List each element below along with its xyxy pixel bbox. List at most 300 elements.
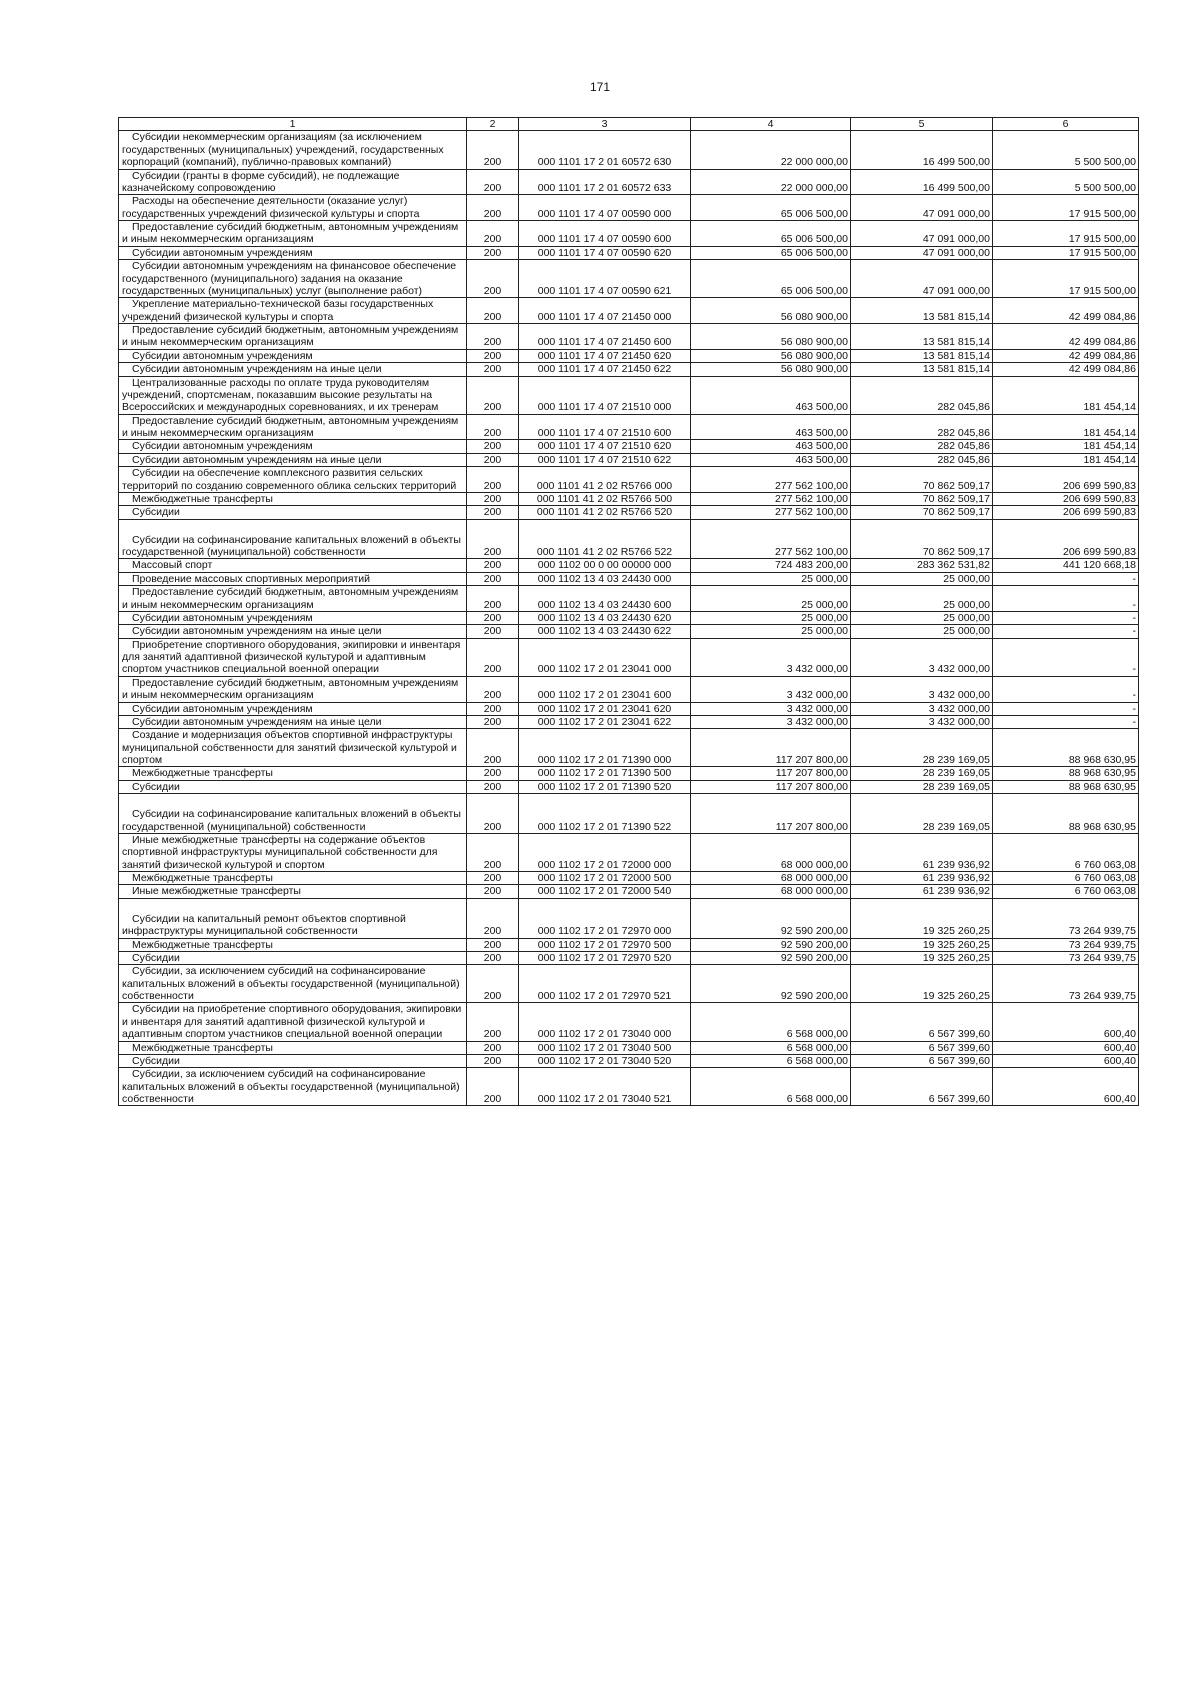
table-row — [119, 467, 1139, 493]
row-code: 200 — [467, 131, 519, 169]
row-budget-classification-code: 000 1101 41 2 02 R5766 522 — [519, 519, 691, 559]
table-row — [119, 298, 1139, 324]
row-budget-classification-code: 000 1101 17 4 07 21450 000 — [519, 298, 691, 324]
table-row — [119, 1003, 1139, 1041]
row-budget-classification-code: 000 1101 17 4 07 21450 600 — [519, 324, 691, 350]
row-value-column-4: 65 006 500,00 — [691, 221, 851, 247]
row-budget-classification-code: 000 1102 17 2 01 73040 000 — [519, 1003, 691, 1041]
row-value-column-4: 25 000,00 — [691, 586, 851, 612]
row-value-column-6: 17 915 500,00 — [993, 260, 1139, 298]
row-budget-classification-code: 000 1102 17 2 01 71390 000 — [519, 729, 691, 767]
row-value-column-4: 65 006 500,00 — [691, 260, 851, 298]
row-value-column-4: 117 207 800,00 — [691, 794, 851, 834]
row-budget-classification-code: 000 1101 17 2 01 60572 633 — [519, 169, 691, 195]
table-body — [119, 131, 1139, 1106]
row-value-column-5: 70 862 509,17 — [851, 467, 993, 493]
row-budget-classification-code: 000 1101 17 4 07 21450 620 — [519, 349, 691, 362]
table-row — [119, 131, 1139, 169]
row-value-column-5: 25 000,00 — [851, 586, 993, 612]
row-value-column-5: 28 239 169,05 — [851, 729, 993, 767]
table-row — [119, 559, 1139, 572]
row-value-column-4: 463 500,00 — [691, 453, 851, 466]
table-row — [119, 702, 1139, 715]
row-value-column-5: 282 045,86 — [851, 376, 993, 414]
row-value-column-5: 70 862 509,17 — [851, 492, 993, 505]
row-value-column-6: 600,40 — [993, 1068, 1139, 1106]
row-value-column-5: 61 239 936,92 — [851, 833, 993, 871]
row-budget-classification-code: 000 1101 41 2 02 R5766 500 — [519, 492, 691, 505]
row-name: Субсидии — [119, 506, 467, 519]
row-budget-classification-code: 000 1101 17 4 07 21450 622 — [519, 363, 691, 376]
row-value-column-6: 441 120 668,18 — [993, 559, 1139, 572]
row-value-column-5: 25 000,00 — [851, 611, 993, 624]
row-budget-classification-code: 000 1102 17 2 01 23041 622 — [519, 715, 691, 728]
row-budget-classification-code: 000 1102 17 2 01 72970 500 — [519, 938, 691, 951]
row-value-column-6: 5 500 500,00 — [993, 131, 1139, 169]
row-value-column-6: 42 499 084,86 — [993, 349, 1139, 362]
row-value-column-6: 88 968 630,95 — [993, 767, 1139, 780]
row-budget-classification-code: 000 1101 17 4 07 00590 621 — [519, 260, 691, 298]
row-value-column-4: 92 590 200,00 — [691, 951, 851, 964]
row-budget-classification-code: 000 1101 17 4 07 21510 000 — [519, 376, 691, 414]
table-row — [119, 833, 1139, 871]
row-value-column-4: 277 562 100,00 — [691, 492, 851, 505]
row-code: 200 — [467, 572, 519, 585]
row-value-column-5: 47 091 000,00 — [851, 260, 993, 298]
column-header-1: 1 — [119, 118, 467, 131]
row-value-column-4: 68 000 000,00 — [691, 885, 851, 898]
row-value-column-6: 600,40 — [993, 1041, 1139, 1054]
row-budget-classification-code: 000 1102 17 2 01 72970 520 — [519, 951, 691, 964]
row-code: 200 — [467, 363, 519, 376]
row-budget-classification-code: 000 1102 13 4 03 24430 620 — [519, 611, 691, 624]
row-code: 200 — [467, 586, 519, 612]
row-value-column-4: 3 432 000,00 — [691, 702, 851, 715]
row-budget-classification-code: 000 1101 17 4 07 00590 000 — [519, 195, 691, 221]
row-value-column-4: 277 562 100,00 — [691, 506, 851, 519]
row-value-column-5: 13 581 815,14 — [851, 298, 993, 324]
table-row — [119, 965, 1139, 1003]
row-name: Субсидии автономным учреждениям — [119, 702, 467, 715]
row-code: 200 — [467, 938, 519, 951]
row-value-column-4: 68 000 000,00 — [691, 872, 851, 885]
table-row — [119, 221, 1139, 247]
row-code: 200 — [467, 506, 519, 519]
row-code: 200 — [467, 324, 519, 350]
row-value-column-4: 3 432 000,00 — [691, 676, 851, 702]
row-value-column-6: - — [993, 611, 1139, 624]
row-budget-classification-code: 000 1101 17 4 07 00590 620 — [519, 246, 691, 259]
row-value-column-4: 724 483 200,00 — [691, 559, 851, 572]
row-value-column-5: 3 432 000,00 — [851, 715, 993, 728]
row-value-column-6: - — [993, 676, 1139, 702]
row-name: Межбюджетные трансферты — [119, 938, 467, 951]
row-budget-classification-code: 000 1102 17 2 01 71390 522 — [519, 794, 691, 834]
row-code: 200 — [467, 1003, 519, 1041]
row-code: 200 — [467, 519, 519, 559]
row-value-column-5: 25 000,00 — [851, 625, 993, 638]
row-value-column-6: 206 699 590,83 — [993, 467, 1139, 493]
row-name: Субсидии на софинансирование капитальных вложений в объекты государственной (муниципальной) собственности — [119, 794, 467, 834]
row-code: 200 — [467, 376, 519, 414]
table-row — [119, 260, 1139, 298]
row-value-column-6: 181 454,14 — [993, 453, 1139, 466]
row-budget-classification-code: 000 1102 17 2 01 72970 521 — [519, 965, 691, 1003]
page-number: 171 — [589, 80, 611, 94]
row-code: 200 — [467, 559, 519, 572]
column-number-row — [119, 118, 1139, 131]
row-value-column-6: 600,40 — [993, 1054, 1139, 1067]
row-name: Субсидии на приобретение спортивного оборудования, экипировки и инвентаря для занятий адаптивной физической культурой и адаптивным спортом участников специальной военной операции — [119, 1003, 467, 1041]
row-code: 200 — [467, 885, 519, 898]
row-code: 200 — [467, 872, 519, 885]
row-value-column-5: 47 091 000,00 — [851, 246, 993, 259]
row-value-column-4: 277 562 100,00 — [691, 519, 851, 559]
row-value-column-6: - — [993, 572, 1139, 585]
row-budget-classification-code: 000 1102 17 2 01 72000 540 — [519, 885, 691, 898]
row-code: 200 — [467, 492, 519, 505]
row-value-column-4: 65 006 500,00 — [691, 246, 851, 259]
row-value-column-6: 42 499 084,86 — [993, 363, 1139, 376]
table-row — [119, 586, 1139, 612]
row-code: 200 — [467, 260, 519, 298]
row-value-column-6: 88 968 630,95 — [993, 780, 1139, 793]
row-value-column-4: 117 207 800,00 — [691, 767, 851, 780]
row-name: Укрепление материально-технической базы государственных учреждений физической культуры и спорта — [119, 298, 467, 324]
row-value-column-6: 6 760 063,08 — [993, 872, 1139, 885]
row-value-column-4: 56 080 900,00 — [691, 324, 851, 350]
row-value-column-4: 6 568 000,00 — [691, 1003, 851, 1041]
table-row — [119, 169, 1139, 195]
column-header-4: 4 — [691, 118, 851, 131]
row-name: Предоставление субсидий бюджетным, автономным учреждениям и иным некоммерческим организациям — [119, 414, 467, 440]
row-value-column-4: 92 590 200,00 — [691, 898, 851, 938]
row-value-column-6: 181 454,14 — [993, 376, 1139, 414]
table-row — [119, 492, 1139, 505]
row-value-column-5: 283 362 531,82 — [851, 559, 993, 572]
row-budget-classification-code: 000 1102 17 2 01 73040 521 — [519, 1068, 691, 1106]
row-name: Межбюджетные трансферты — [119, 767, 467, 780]
row-value-column-6: - — [993, 625, 1139, 638]
table-row — [119, 729, 1139, 767]
table-row — [119, 767, 1139, 780]
row-name: Субсидии — [119, 780, 467, 793]
row-value-column-6: 73 264 939,75 — [993, 951, 1139, 964]
row-name: Субсидии некоммерческим организациям (за исключением государственных (муниципальных) учреждений, государственных корпораций (компаний), публично-правовых компаний) — [119, 131, 467, 169]
table-row — [119, 349, 1139, 362]
column-header-3: 3 — [519, 118, 691, 131]
row-name: Субсидии автономным учреждениям на иные цели — [119, 715, 467, 728]
row-code: 200 — [467, 221, 519, 247]
row-value-column-4: 65 006 500,00 — [691, 195, 851, 221]
row-code: 200 — [467, 676, 519, 702]
row-value-column-6: 73 264 939,75 — [993, 938, 1139, 951]
row-value-column-5: 13 581 815,14 — [851, 363, 993, 376]
row-value-column-5: 3 432 000,00 — [851, 702, 993, 715]
row-code: 200 — [467, 1054, 519, 1067]
row-value-column-5: 13 581 815,14 — [851, 324, 993, 350]
row-name: Иные межбюджетные трансферты — [119, 885, 467, 898]
table-row — [119, 794, 1139, 834]
table-row — [119, 872, 1139, 885]
row-budget-classification-code: 000 1102 13 4 03 24430 600 — [519, 586, 691, 612]
row-code: 200 — [467, 951, 519, 964]
table-row — [119, 638, 1139, 676]
row-name: Предоставление субсидий бюджетным, автономным учреждениям и иным некоммерческим организациям — [119, 586, 467, 612]
row-value-column-4: 56 080 900,00 — [691, 349, 851, 362]
row-value-column-5: 6 567 399,60 — [851, 1054, 993, 1067]
row-code: 200 — [467, 1041, 519, 1054]
row-value-column-5: 25 000,00 — [851, 572, 993, 585]
row-name: Межбюджетные трансферты — [119, 872, 467, 885]
row-budget-classification-code: 000 1101 17 4 07 21510 600 — [519, 414, 691, 440]
row-budget-classification-code: 000 1102 17 2 01 71390 520 — [519, 780, 691, 793]
row-code: 200 — [467, 611, 519, 624]
row-value-column-6: - — [993, 702, 1139, 715]
table-row — [119, 1054, 1139, 1067]
row-name: Проведение массовых спортивных мероприятий — [119, 572, 467, 585]
table-row — [119, 1068, 1139, 1106]
row-code: 200 — [467, 780, 519, 793]
row-value-column-4: 117 207 800,00 — [691, 780, 851, 793]
row-value-column-6: 181 454,14 — [993, 440, 1139, 453]
row-name: Межбюджетные трансферты — [119, 492, 467, 505]
row-value-column-5: 28 239 169,05 — [851, 767, 993, 780]
row-value-column-4: 463 500,00 — [691, 376, 851, 414]
column-header-2: 2 — [467, 118, 519, 131]
row-code: 200 — [467, 729, 519, 767]
row-budget-classification-code: 000 1102 17 2 01 73040 500 — [519, 1041, 691, 1054]
row-name: Иные межбюджетные трансферты на содержание объектов спортивной инфраструктуры муниципальной собственности для занятий физической культурой и спортом — [119, 833, 467, 871]
row-value-column-5: 3 432 000,00 — [851, 638, 993, 676]
row-name: Субсидии (гранты в форме субсидий), не подлежащие казначейскому сопровождению — [119, 169, 467, 195]
row-budget-classification-code: 000 1102 17 2 01 23041 620 — [519, 702, 691, 715]
row-budget-classification-code: 000 1102 17 2 01 72970 000 — [519, 898, 691, 938]
table-row — [119, 715, 1139, 728]
row-budget-classification-code: 000 1102 13 4 03 24430 000 — [519, 572, 691, 585]
row-value-column-6: 6 760 063,08 — [993, 885, 1139, 898]
row-name: Субсидии автономным учреждениям на иные цели — [119, 625, 467, 638]
row-value-column-4: 117 207 800,00 — [691, 729, 851, 767]
table-row — [119, 453, 1139, 466]
row-value-column-6: 206 699 590,83 — [993, 506, 1139, 519]
budget-execution-table — [118, 117, 1139, 1106]
row-budget-classification-code: 000 1101 17 4 07 00590 600 — [519, 221, 691, 247]
row-value-column-4: 56 080 900,00 — [691, 298, 851, 324]
table-row — [119, 676, 1139, 702]
row-budget-classification-code: 000 1101 17 2 01 60572 630 — [519, 131, 691, 169]
row-value-column-6: 88 968 630,95 — [993, 729, 1139, 767]
row-name: Субсидии автономным учреждениям — [119, 440, 467, 453]
row-name: Массовый спорт — [119, 559, 467, 572]
row-code: 200 — [467, 169, 519, 195]
row-code: 200 — [467, 794, 519, 834]
row-value-column-4: 463 500,00 — [691, 440, 851, 453]
row-code: 200 — [467, 195, 519, 221]
row-value-column-6: 73 264 939,75 — [993, 965, 1139, 1003]
row-name: Субсидии, за исключением субсидий на софинансирование капитальных вложений в объекты государственной (муниципальной) собственности — [119, 965, 467, 1003]
table-row — [119, 780, 1139, 793]
row-value-column-6: - — [993, 715, 1139, 728]
row-value-column-5: 28 239 169,05 — [851, 794, 993, 834]
row-value-column-5: 61 239 936,92 — [851, 885, 993, 898]
row-value-column-6: 181 454,14 — [993, 414, 1139, 440]
row-value-column-5: 282 045,86 — [851, 440, 993, 453]
row-value-column-6: 206 699 590,83 — [993, 492, 1139, 505]
row-value-column-5: 47 091 000,00 — [851, 221, 993, 247]
row-value-column-4: 277 562 100,00 — [691, 467, 851, 493]
table-row — [119, 195, 1139, 221]
row-name: Субсидии автономным учреждениям на финансовое обеспечение государственного (муниципального) задания на оказание государственных (муниципальных) услуг (выполнение работ) — [119, 260, 467, 298]
row-code: 200 — [467, 453, 519, 466]
row-value-column-6: 17 915 500,00 — [993, 221, 1139, 247]
row-value-column-6: 73 264 939,75 — [993, 898, 1139, 938]
row-code: 200 — [467, 246, 519, 259]
row-budget-classification-code: 000 1102 13 4 03 24430 622 — [519, 625, 691, 638]
row-value-column-6: 88 968 630,95 — [993, 794, 1139, 834]
row-name: Субсидии на обеспечение комплексного развития сельских территорий по созданию современного облика сельских территорий — [119, 467, 467, 493]
row-budget-classification-code: 000 1102 17 2 01 72000 000 — [519, 833, 691, 871]
row-value-column-4: 463 500,00 — [691, 414, 851, 440]
row-name: Субсидии автономным учреждениям — [119, 611, 467, 624]
column-header-5: 5 — [851, 118, 993, 131]
row-value-column-4: 22 000 000,00 — [691, 131, 851, 169]
table-row — [119, 951, 1139, 964]
row-value-column-5: 28 239 169,05 — [851, 780, 993, 793]
row-code: 200 — [467, 467, 519, 493]
row-code: 200 — [467, 298, 519, 324]
row-value-column-6: 42 499 084,86 — [993, 324, 1139, 350]
table-row — [119, 611, 1139, 624]
row-value-column-5: 19 325 260,25 — [851, 965, 993, 1003]
row-value-column-4: 68 000 000,00 — [691, 833, 851, 871]
row-value-column-5: 13 581 815,14 — [851, 349, 993, 362]
row-value-column-6: - — [993, 638, 1139, 676]
row-value-column-4: 56 080 900,00 — [691, 363, 851, 376]
row-value-column-5: 16 499 500,00 — [851, 131, 993, 169]
row-value-column-5: 19 325 260,25 — [851, 951, 993, 964]
row-value-column-4: 25 000,00 — [691, 572, 851, 585]
row-value-column-6: 5 500 500,00 — [993, 169, 1139, 195]
row-value-column-5: 16 499 500,00 — [851, 169, 993, 195]
row-value-column-5: 70 862 509,17 — [851, 506, 993, 519]
row-budget-classification-code: 000 1101 17 4 07 21510 622 — [519, 453, 691, 466]
row-code: 200 — [467, 898, 519, 938]
row-value-column-5: 3 432 000,00 — [851, 676, 993, 702]
row-name: Субсидии, за исключением субсидий на софинансирование капитальных вложений в объекты государственной (муниципальной) собственности — [119, 1068, 467, 1106]
row-value-column-4: 92 590 200,00 — [691, 938, 851, 951]
row-name: Субсидии автономным учреждениям — [119, 246, 467, 259]
row-name: Межбюджетные трансферты — [119, 1041, 467, 1054]
row-name: Субсидии — [119, 1054, 467, 1067]
row-code: 200 — [467, 414, 519, 440]
table-row — [119, 363, 1139, 376]
row-value-column-5: 6 567 399,60 — [851, 1003, 993, 1041]
row-code: 200 — [467, 715, 519, 728]
row-code: 200 — [467, 638, 519, 676]
row-value-column-5: 282 045,86 — [851, 414, 993, 440]
row-value-column-5: 70 862 509,17 — [851, 519, 993, 559]
row-budget-classification-code: 000 1102 17 2 01 23041 600 — [519, 676, 691, 702]
row-code: 200 — [467, 349, 519, 362]
row-value-column-4: 92 590 200,00 — [691, 965, 851, 1003]
table-row — [119, 885, 1139, 898]
row-value-column-6: 206 699 590,83 — [993, 519, 1139, 559]
row-name: Субсидии автономным учреждениям на иные цели — [119, 453, 467, 466]
row-value-column-6: 17 915 500,00 — [993, 195, 1139, 221]
table-row — [119, 898, 1139, 938]
table-row — [119, 440, 1139, 453]
table-row — [119, 625, 1139, 638]
row-budget-classification-code: 000 1102 17 2 01 72000 500 — [519, 872, 691, 885]
row-value-column-5: 6 567 399,60 — [851, 1068, 993, 1106]
table-row — [119, 246, 1139, 259]
row-value-column-4: 6 568 000,00 — [691, 1054, 851, 1067]
row-name: Предоставление субсидий бюджетным, автономным учреждениям и иным некоммерческим организациям — [119, 324, 467, 350]
row-value-column-6: 17 915 500,00 — [993, 246, 1139, 259]
table-row — [119, 324, 1139, 350]
column-header-6: 6 — [993, 118, 1139, 131]
row-code: 200 — [467, 702, 519, 715]
row-name: Субсидии на капитальный ремонт объектов спортивной инфраструктуры муниципальной собственности — [119, 898, 467, 938]
row-name: Предоставление субсидий бюджетным, автономным учреждениям и иным некоммерческим организациям — [119, 676, 467, 702]
table-row — [119, 376, 1139, 414]
table-row — [119, 938, 1139, 951]
row-value-column-4: 25 000,00 — [691, 625, 851, 638]
row-code: 200 — [467, 965, 519, 1003]
row-value-column-5: 282 045,86 — [851, 453, 993, 466]
row-name: Приобретение спортивного оборудования, экипировки и инвентаря для занятий адаптивной физической культурой и адаптивным спортом участников специальной военной операции — [119, 638, 467, 676]
table-row — [119, 506, 1139, 519]
row-budget-classification-code: 000 1102 17 2 01 71390 500 — [519, 767, 691, 780]
row-budget-classification-code: 000 1101 17 4 07 21510 620 — [519, 440, 691, 453]
table-row — [119, 1041, 1139, 1054]
row-budget-classification-code: 000 1101 41 2 02 R5766 000 — [519, 467, 691, 493]
row-value-column-4: 3 432 000,00 — [691, 638, 851, 676]
row-value-column-5: 6 567 399,60 — [851, 1041, 993, 1054]
row-name: Субсидии автономным учреждениям на иные цели — [119, 363, 467, 376]
table-row — [119, 519, 1139, 559]
table-row — [119, 572, 1139, 585]
row-code: 200 — [467, 625, 519, 638]
row-budget-classification-code: 000 1101 41 2 02 R5766 520 — [519, 506, 691, 519]
table-row — [119, 414, 1139, 440]
row-value-column-5: 47 091 000,00 — [851, 195, 993, 221]
row-code: 200 — [467, 440, 519, 453]
row-code: 200 — [467, 833, 519, 871]
row-budget-classification-code: 000 1102 00 0 00 00000 000 — [519, 559, 691, 572]
row-name: Субсидии — [119, 951, 467, 964]
row-value-column-4: 25 000,00 — [691, 611, 851, 624]
row-code: 200 — [467, 1068, 519, 1106]
row-value-column-5: 19 325 260,25 — [851, 898, 993, 938]
row-name: Расходы на обеспечение деятельности (оказание услуг) государственных учреждений физической культуры и спорта — [119, 195, 467, 221]
row-value-column-5: 19 325 260,25 — [851, 938, 993, 951]
row-value-column-6: 42 499 084,86 — [993, 298, 1139, 324]
row-value-column-4: 6 568 000,00 — [691, 1068, 851, 1106]
row-name: Создание и модернизация объектов спортивной инфраструктуры муниципальной собственности для занятий физической культурой и спортом — [119, 729, 467, 767]
row-budget-classification-code: 000 1102 17 2 01 23041 000 — [519, 638, 691, 676]
row-code: 200 — [467, 767, 519, 780]
row-name: Субсидии на софинансирование капитальных вложений в объекты государственной (муниципальной) собственности — [119, 519, 467, 559]
row-name: Субсидии автономным учреждениям — [119, 349, 467, 362]
row-value-column-4: 3 432 000,00 — [691, 715, 851, 728]
row-value-column-6: - — [993, 586, 1139, 612]
row-name: Централизованные расходы по оплате труда руководителям учреждений, спортсменам, показавшим высокие результаты на Всероссийских и международных соревнованиях, и их тренерам — [119, 376, 467, 414]
row-name: Предоставление субсидий бюджетным, автономным учреждениям и иным некоммерческим организациям — [119, 221, 467, 247]
row-budget-classification-code: 000 1102 17 2 01 73040 520 — [519, 1054, 691, 1067]
row-value-column-5: 61 239 936,92 — [851, 872, 993, 885]
